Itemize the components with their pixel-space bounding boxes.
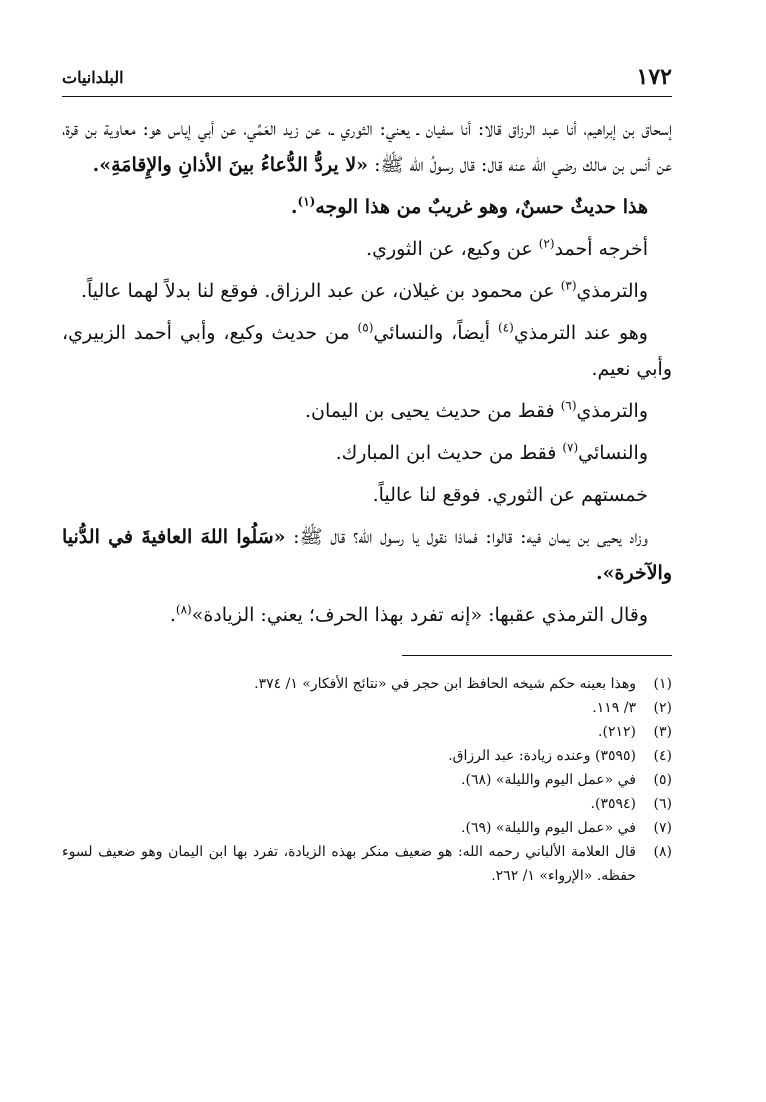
hadith-quote: «سَلُوا اللهَ العافيةَ في الدُّنيا والآخرة». [62, 526, 672, 584]
comment-end: . [169, 604, 176, 626]
footnote-divider [402, 655, 672, 656]
paragraph-takhrij-ahmad [62, 231, 672, 267]
takhrij-text: من حديث وكيع، وأبي أحمد الزبيري، وأبي نعيم. [62, 322, 672, 380]
footnote-number: (٣) [653, 724, 672, 740]
footnote-text: في «عمل اليوم والليلة» (٦٩). [461, 820, 636, 836]
footnote-ref: (٦) [560, 398, 577, 413]
footnote-ref: (٣) [560, 278, 577, 293]
hadith-quote: «لا يردُّ الدُّعاءُ بينَ الأذانِ والإِقامَةِ». [92, 154, 369, 176]
page-number: ١٧٢ [636, 64, 672, 90]
book-page [62, 60, 672, 1060]
paragraph-takhrij-tirmidhi [62, 273, 672, 309]
paragraph-nasai-only [62, 435, 672, 471]
paragraph-isnad [62, 111, 672, 183]
footnote-number: (١) [653, 676, 672, 692]
footnote-ref: (٧) [562, 440, 579, 455]
page-header [62, 60, 672, 97]
comment-text: وقال الترمذي عقبها: «إنه تفرد بهذا الحرف؛ يعني: الزيادة» [191, 604, 648, 626]
footnote-number: (٥) [653, 772, 672, 788]
takhrij-text: عن محمود بن غيلان، عن عبد الرزاق. فوقع لنا بدلاً لهما عالياً. [80, 280, 561, 302]
main-text [62, 111, 672, 633]
paragraph-grading [62, 189, 672, 225]
footnote-number: (٨) [653, 844, 672, 860]
footnote-number: (٢) [653, 700, 672, 716]
footnote-item [62, 720, 672, 744]
takhrij-text: فقط من حديث ابن المبارك. [335, 442, 563, 464]
paragraph-summary: خمستهم عن الثوري. فوقع لنا عالياً. [372, 484, 648, 506]
paragraph-takhrij-nasai [62, 315, 672, 387]
grading-end: . [290, 196, 298, 218]
takhrij-text: والترمذي [576, 400, 648, 422]
footnote-ref: (٥) [357, 320, 374, 335]
footnote-text: (٣٥٩٥) وعنده زيادة: عبد الرزاق. [448, 748, 636, 764]
footnote-text: (٢١٢). [598, 724, 636, 740]
takhrij-text: فقط من حديث يحيى بن اليمان. [304, 400, 561, 422]
takhrij-text: وهو عند الترمذي [513, 322, 648, 344]
takhrij-text: أيضاً، والنسائي [373, 322, 498, 344]
footnote-number: (٦) [653, 796, 672, 812]
takhrij-text: والترمذي [576, 280, 648, 302]
addition-text: وزاد يحيى بن يمان فيه: قالوا: فماذا نقول يا رسول الله؟ قال ﷺ: [293, 526, 648, 548]
footnote-text: قال العلامة الألباني رحمه الله: هو ضعيف منكر بهذه الزيادة، تفرد بها ابن اليمان وهو ضعيف لسوء حفظه. «الإرواء» ١/ ٢٦٢. [62, 844, 636, 884]
footnotes [62, 672, 672, 888]
takhrij-text: أخرجه أحمد [554, 238, 648, 260]
footnote-text: (٣٥٩٤). [590, 796, 636, 812]
footnote-item [62, 816, 672, 840]
footnote-text: ٣/ ١١٩. [592, 700, 636, 716]
footnote-ref: (٢) [538, 236, 555, 251]
isnad-text: إسحاق بن إبراهيم، أنا عبد الرزاق قالا: أنا سفيان ـ يعني: الثوري ـ، عن زيد العَمِّي، عن أبي إياس هو: معاوية بن قرة، عن أنس بن مالك رضي الله عنه قال: قال رسولُ الله ﷺ: [62, 118, 672, 176]
footnote-item [62, 840, 672, 888]
footnote-ref: (٤) [497, 320, 514, 335]
footnote-item [62, 792, 672, 816]
grading-text: هذا حديثٌ حسنٌ، وهو غريبٌ من هذا الوجه [315, 196, 648, 218]
paragraph-tirmidhi-only [62, 393, 672, 429]
paragraph-addition [62, 519, 672, 591]
footnote-number: (٧) [653, 820, 672, 836]
footnote-ref: (٨) [175, 602, 192, 617]
footnote-item [62, 744, 672, 768]
footnote-text: في «عمل اليوم والليلة» (٦٨). [461, 772, 636, 788]
footnote-item [62, 768, 672, 792]
footnote-text: وهذا بعينه حكم شيخه الحافظ ابن حجر في «نتائج الأفكار» ١/ ٣٧٤. [254, 676, 636, 692]
running-title: البلدانيات [62, 68, 124, 87]
footnote-number: (٤) [653, 748, 672, 764]
takhrij-text: عن وكيع، عن الثوري. [366, 238, 539, 260]
paragraph-tirmidhi-comment [62, 597, 672, 633]
takhrij-text: والنسائي [578, 442, 648, 464]
footnote-ref: (١) [297, 194, 316, 209]
footnote-item [62, 696, 672, 720]
footnote-item [62, 672, 672, 696]
